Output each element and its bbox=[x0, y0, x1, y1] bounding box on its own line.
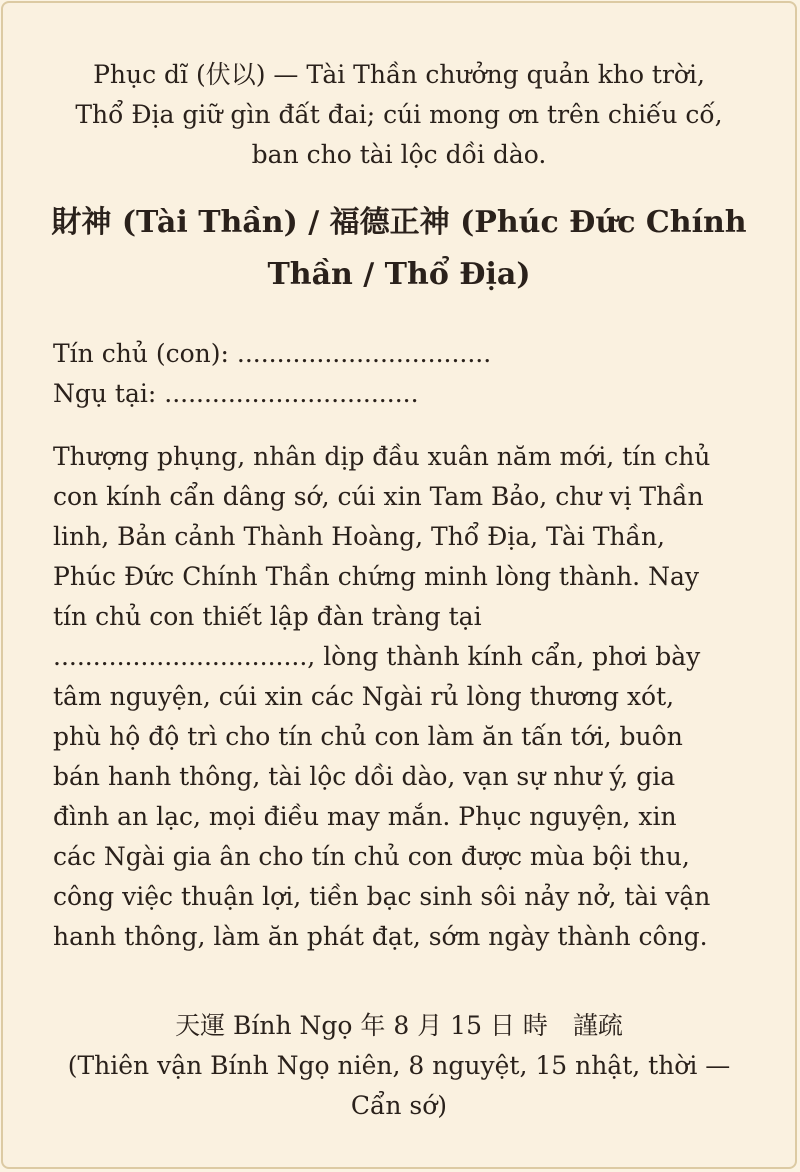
body-line: phù hộ độ trì cho tín chủ con làm ăn tấn tới, buôn bbox=[53, 722, 683, 751]
body-line: tín chủ con thiết lập đàn tràng tại bbox=[53, 602, 482, 631]
petition-card bbox=[1, 1, 797, 1169]
body-line: ................................, lòng thành kính cẩn, phơi bày bbox=[53, 642, 701, 671]
intro-line: Thổ Địa giữ gìn đất đai; cúi mong ơn trên chiếu cố, bbox=[75, 100, 723, 129]
closing-line: (Thiên vận Bính Ngọ niên, 8 nguyệt, 15 nhật, thời — bbox=[67, 1051, 731, 1080]
title-line: Thần / Thổ Địa) bbox=[267, 257, 531, 292]
body-line: bán hanh thông, tài lộc dồi dào, vạn sự như ý, gia bbox=[53, 762, 676, 791]
devotee-fields bbox=[53, 334, 755, 414]
petition-body bbox=[53, 437, 751, 957]
deity-title bbox=[43, 197, 755, 301]
intro-line: ban cho tài lộc dồi dào. bbox=[251, 140, 547, 169]
closing-line: 天運 Bính Ngọ 年 8 月 15 日 時 謹疏 bbox=[175, 1011, 623, 1040]
title-line: 財神 (Tài Thần) / 福德正神 (Phúc Đức Chính bbox=[51, 205, 747, 240]
devotee-name-field: Tín chủ (con): ................................ bbox=[53, 339, 492, 368]
residence-field: Ngụ tại: ................................ bbox=[53, 379, 419, 408]
body-line: Thượng phụng, nhân dịp đầu xuân năm mới, tín chủ bbox=[53, 442, 711, 471]
body-line: linh, Bản cảnh Thành Hoàng, Thổ Địa, Tài Thần, bbox=[53, 522, 665, 551]
body-line: Phúc Đức Chính Thần chứng minh lòng thành. Nay bbox=[53, 562, 699, 591]
date-closing bbox=[43, 1006, 755, 1126]
body-line: công việc thuận lợi, tiền bạc sinh sôi nảy nở, tài vận bbox=[53, 882, 711, 911]
intro-invocation bbox=[43, 55, 755, 175]
body-line: các Ngài gia ân cho tín chủ con được mùa bội thu, bbox=[53, 842, 690, 871]
intro-line: Phục dĩ (伏以) — Tài Thần chưởng quản kho trời, bbox=[93, 60, 705, 89]
closing-line: Cẩn sớ) bbox=[350, 1091, 448, 1120]
body-line: con kính cẩn dâng sớ, cúi xin Tam Bảo, chư vị Thần bbox=[53, 482, 704, 511]
body-line: hanh thông, làm ăn phát đạt, sớm ngày thành công. bbox=[53, 922, 708, 951]
body-line: đình an lạc, mọi điều may mắn. Phục nguyện, xin bbox=[53, 802, 677, 831]
body-line: tâm nguyện, cúi xin các Ngài rủ lòng thương xót, bbox=[53, 682, 675, 711]
